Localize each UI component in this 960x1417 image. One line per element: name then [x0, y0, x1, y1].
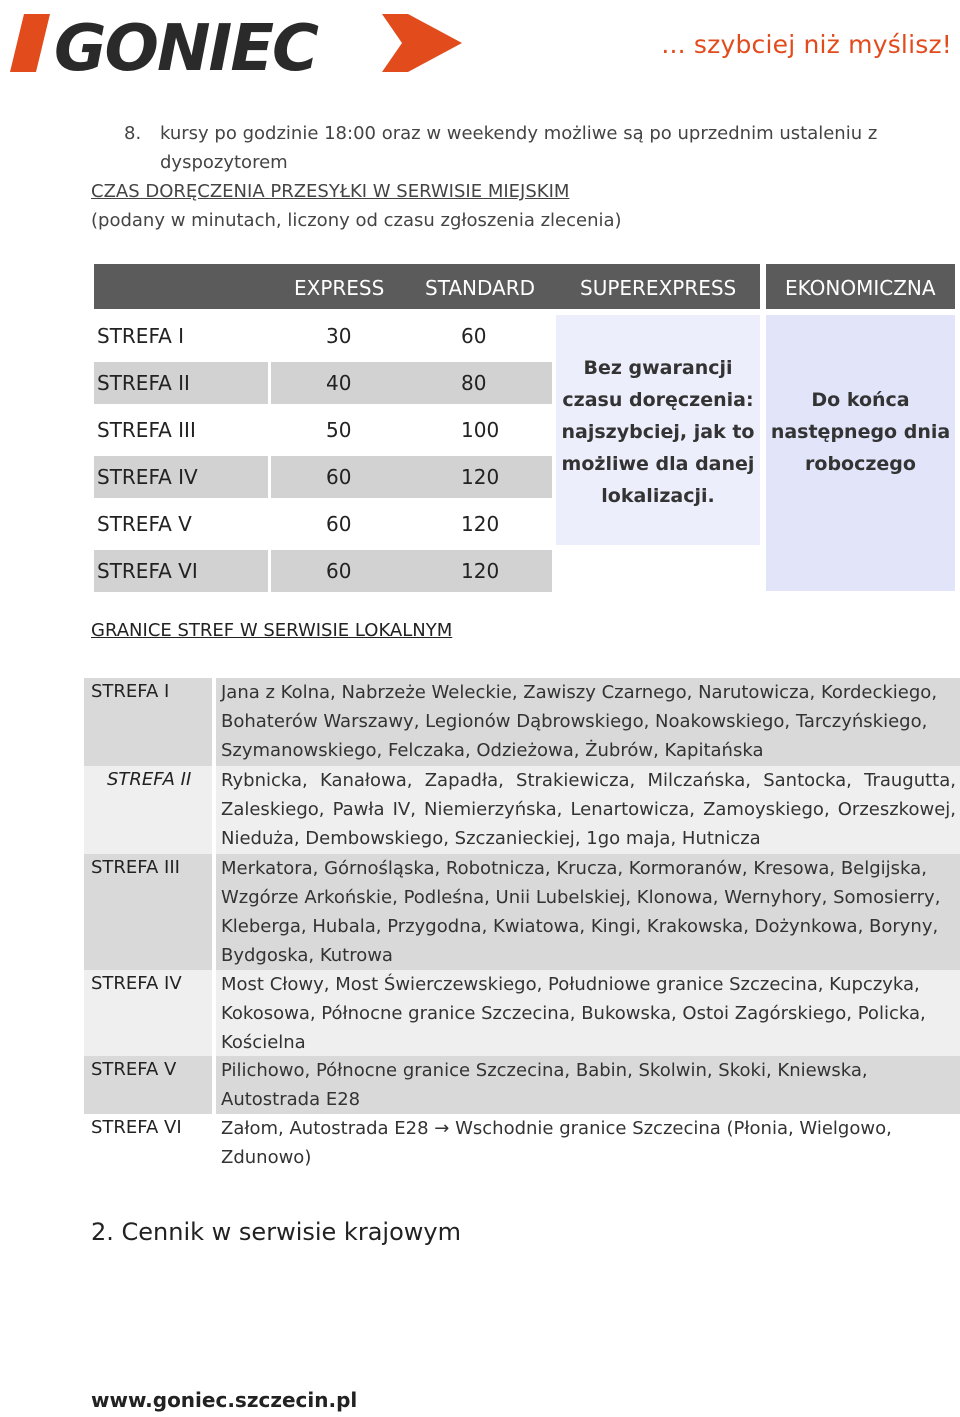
zone-streets: Pilichowo, Północne granice Szczecina, Babin, Skolwin, Skoki, Kniewska, Autostrada E28 — [221, 1060, 868, 1110]
national-pricing-title: 2. Cennik w serwisie krajowym — [91, 1218, 461, 1246]
table-row — [84, 970, 960, 1056]
express-time: 40 — [326, 371, 352, 395]
logo-wordmark: GONIEC — [54, 12, 317, 80]
table-row — [84, 854, 960, 970]
table-row — [84, 1114, 960, 1172]
city-delivery-subtitle: (podany w minutach, liczony od czasu zgłoszenia zlecenia) — [91, 210, 622, 231]
zone-streets: Załom, Autostrada E28 → Wschodnie granice Szczecina (Płonia, Wielgowo, Zdunowo) — [221, 1118, 892, 1168]
standard-time: 100 — [461, 418, 500, 442]
zone-streets: Most Cłowy, Most Świerczewskiego, Południowe granice Szczecina, Kupczyka, Kokosowa, Północne granice Szczecina, Bukowska, Ostoi Zagórskiego, Policka, Kościelna — [221, 974, 926, 1053]
table-row — [94, 409, 552, 451]
note-text: kursy po godzinie 18:00 oraz w weekendy możliwe są po uprzednim ustaleniu z dyspozytorem — [160, 123, 878, 173]
ekonomiczna-note: Do końca następnego dnia roboczego — [770, 389, 951, 475]
express-time: 60 — [326, 465, 352, 489]
zone-name: STREFA IV — [97, 465, 198, 489]
tagline: ... szybciej niż myślisz! — [661, 30, 952, 59]
express-time: 50 — [326, 418, 352, 442]
column-divider — [268, 456, 271, 498]
zone-streets: Merkatora, Górnośląska, Robotnicza, Krucza, Kormoranów, Kresowa, Belgijska, Wzgórze Arkońskie, Podleśna, Unii Lubelskiej, Klonowa, Wernyhory, Somosierry, Kleberga, Hubala, Przygodna, Kwiatowa, Kingi, Krakowska, Dożynkowa, Boryny, Bydgoska, Kutrowa — [221, 858, 941, 966]
superexpress-note: Bez gwarancji czasu doręczenia: najszybciej, jak to możliwe dla danej lokalizacji. — [561, 357, 755, 507]
table-row — [84, 766, 960, 854]
note-number: 8. — [124, 123, 142, 144]
express-time: 60 — [326, 559, 352, 583]
footer-url[interactable]: www.goniec.szczecin.pl — [91, 1388, 358, 1412]
goniec-logo — [10, 6, 470, 80]
standard-time: 120 — [461, 559, 500, 583]
zone-streets: Jana z Kolna, Nabrzeże Weleckie, Zawiszy Czarnego, Narutowicza, Kordeckiego, Bohaterów Warszawy, Legionów Dąbrowskiego, Noakowskiego, Tarczyńskiego, Szymanowskiego, Felczaka, Odzieżowa, Żubrów, Kapitańska — [221, 682, 938, 761]
zone-name: STREFA VI — [97, 559, 198, 583]
zone-name: STREFA V — [97, 512, 192, 536]
table-row — [94, 503, 552, 545]
express-time: 60 — [326, 512, 352, 536]
express-time: 30 — [326, 324, 352, 348]
header-standard: STANDARD — [425, 276, 536, 300]
zone-name: STREFA II — [97, 371, 190, 395]
column-divider — [268, 550, 271, 592]
table-row — [94, 550, 552, 592]
zone-name: STREFA I — [97, 324, 185, 348]
standard-time: 60 — [461, 324, 487, 348]
zone-name: STREFA III — [97, 418, 196, 442]
city-delivery-title: CZAS DORĘCZENIA PRZESYŁKI W SERWISIE MIEJSKIM — [91, 181, 570, 202]
zone-name: STREFA I — [91, 681, 170, 702]
zone-name: STREFA V — [91, 1059, 177, 1080]
zone-streets: Rybnicka, Kanałowa, Zapadła, Strakiewicza, Milczańska, Santocka, Traugutta, Zaleskiego, Pawła IV, Niemierzyńska, Lenartowicza, Zamoyskiego, Orzeszkowej, Nieduża, Dembowskiego, Szczanieckiej, 1go maja, Hutnicza — [221, 770, 956, 849]
table-row — [94, 362, 552, 404]
table-row — [94, 315, 552, 357]
zone-name: STREFA III — [91, 857, 180, 878]
column-divider — [268, 362, 271, 404]
header-express: EXPRESS — [294, 276, 385, 300]
standard-time: 120 — [461, 465, 500, 489]
table-row — [94, 456, 552, 498]
zone-borders-title: GRANICE STREF W SERWISIE LOKALNYM — [91, 620, 453, 641]
header-ekonomiczna: EKONOMICZNA — [785, 276, 936, 300]
table-row — [84, 678, 960, 766]
header-superexpress: SUPEREXPRESS — [580, 276, 737, 300]
zone-name: STREFA II — [107, 769, 192, 790]
zone-name: STREFA IV — [91, 973, 182, 994]
standard-time: 120 — [461, 512, 500, 536]
standard-time: 80 — [461, 371, 487, 395]
table-row — [84, 1056, 960, 1114]
zone-name: STREFA VI — [91, 1117, 182, 1138]
